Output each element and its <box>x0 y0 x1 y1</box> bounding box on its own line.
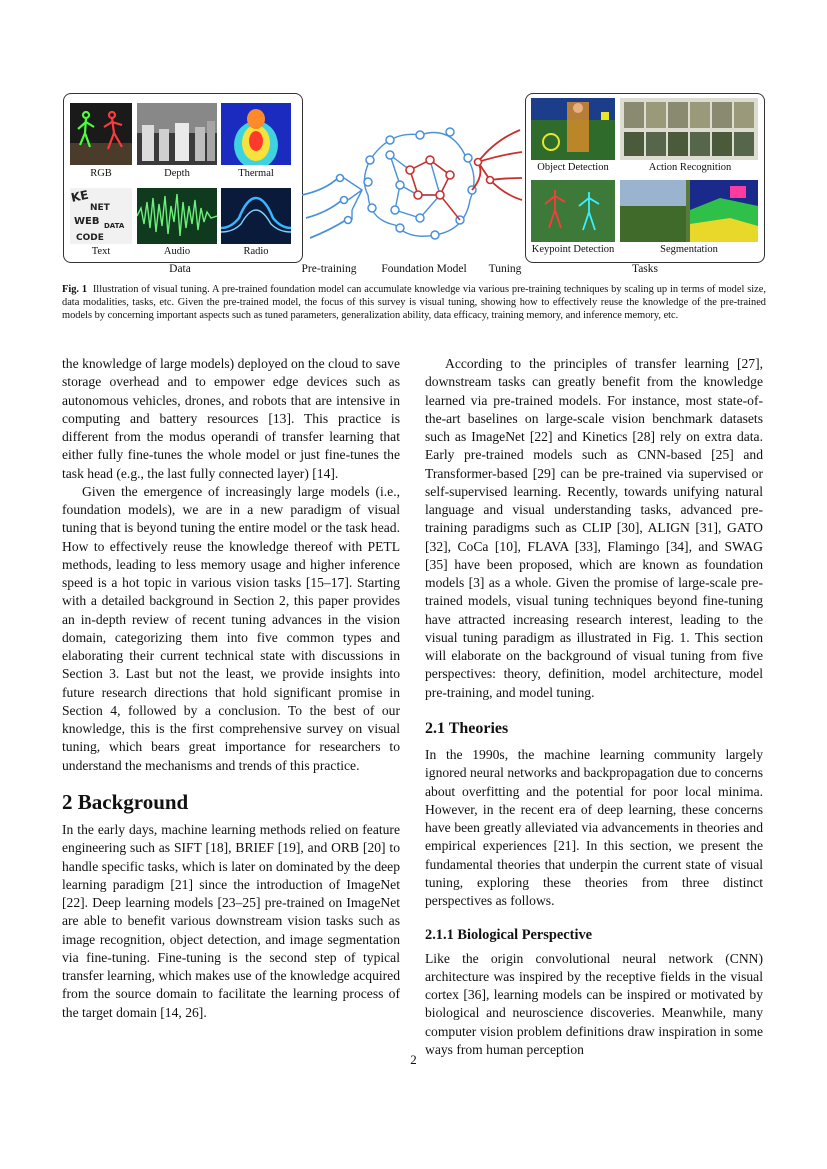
radio-label: Radio <box>243 246 269 257</box>
caption-label: Fig. 1 <box>62 284 88 295</box>
depth-image <box>137 103 217 165</box>
left-column <box>62 355 400 1022</box>
page-number: 2 <box>410 1052 417 1067</box>
pretraining-label: Pre-training <box>301 263 357 275</box>
segmentation-label: Segmentation <box>660 244 718 255</box>
object-detection-label: Object Detection <box>537 162 609 173</box>
tasks-title: Tasks <box>631 263 659 275</box>
foundation-model-diagram <box>300 100 525 270</box>
action-recognition-image <box>620 98 758 160</box>
svg-text:NET: NET <box>90 203 110 213</box>
right-paragraph-3: Like the origin convolutional neural network (CNN) architecture was inspired by the receptive fields in the visual cortex [36], learning models can be inspired or motivated by biological and neuroscience discoveries. Meanwhile, many computer vision problem definitions draw inspiration in some ways from human perception <box>425 950 763 1057</box>
right-column <box>425 355 763 1059</box>
action-recognition-label: Action Recognition <box>648 162 732 173</box>
svg-text:WEB: WEB <box>74 216 100 227</box>
figure-caption <box>62 283 766 322</box>
radio-image <box>221 188 291 244</box>
rgb-label: RGB <box>90 168 112 179</box>
segmentation-image <box>620 180 758 242</box>
left-paragraph-3: In the early days, machine learning methods relied on feature engineering such as SIFT [18], BRIEF [19], and ORB [20] to handle specific tasks, which is later on dominated by the deep learning paradigm [21] since the introduction of ImageNet [22]. Deep learning models [23–25] pre-trained on ImageNet are able to benefit various downstream vision tasks such as image recognition, object detection, and image segmentation via fine-tuning. Fine-tuning is the second step of typical transfer learning, which makes use of the knowledge acquired from the source domain to facilitate the learning process of the target domain [14, 26]. <box>62 822 400 1020</box>
depth-label: Depth <box>164 168 190 179</box>
subsubsection-heading-biological: 2.1.1 Biological Perspective <box>425 927 593 944</box>
tuning-label: Tuning <box>488 263 522 275</box>
audio-image <box>137 188 217 244</box>
right-paragraph-2: In the 1990s, the machine learning community largely ignored neural networks and backpropagation due to concerns about overfitting and the potential for poor local minima. However, in the recent era of deep learning, these concerns have been greatly alleviated via advancements in theories and empirical experiences [21]. In this section, we present the fundamental theories that underpin the current state of visual tuning, exploring these theories from three distinct perspectives as follows. <box>425 747 763 908</box>
audio-label: Audio <box>163 246 191 257</box>
text-label: Text <box>91 246 111 257</box>
keypoint-detection-label: Keypoint Detection <box>531 244 615 255</box>
left-paragraph-2: Given the emergence of increasingly large models (i.e., foundation models), we are in a new paradigm of visual tuning that is beyond tuning the entire model or the task head. How to effectively reuse the knowledge thereof with PETL methods, leading to less memory usage and higher inference speed is a hot topic in various vision tasks [15–17]. Starting with a detailed background in Section 2, this paper provides an in-depth review of recent tuning advances in the vision domain, categorizing them into five common types and elaborating their current technical state with discussions in Section 3. Last but not the least, we provide insights into future research directions that hold significant promise in Section 4, followed by a conclusion. To the best of our knowledge, this is the first comprehensive survey on visual tuning, which bears great importance for researchers to understand the mechanisms and trends of this practice. <box>62 483 400 773</box>
svg-text:KE: KE <box>70 188 90 205</box>
right-paragraph-1: According to the principles of transfer learning [27], downstream tasks can greatly benefit from the knowledge learned via pre-trained models. For instance, most state-of-the-art baselines on large-scale vision benchmark datasets such as ImageNet [22] and Kinetics [28] rely on extra data. Early pre-trained models such as CNN-based [25] and Transformer-based [29] can be pre-trained via supervised or self-supervised learning. Recently, towards unifying natural language and visual understanding tasks, advanced pre-training paradigms such as CLIP [30], ALIGN [31], GATO [32], CoCa [10], FLAVA [33], Flamingo [34], and SWAG [35] have been proposed, which are known as foundation models [3] as a whole. Given the promise of large-scale pre-trained models, visual tuning techniques beyond fine-tuning have attracted increasing research interest, leading to the visual tuning paradigm as illustrated in Fig. 1. This section will elaborate on the background of visual tuning from five perspectives: theory, definition, model architecture, model pre-training, and model tuning. <box>425 356 763 700</box>
thermal-label: Thermal <box>238 168 274 179</box>
svg-text:CODE: CODE <box>76 233 104 243</box>
section-heading-background: 2 Background <box>62 789 189 814</box>
object-detection-image <box>531 98 615 160</box>
left-paragraph-1: the knowledge of large models) deployed on the cloud to save storage overhead and to empower edge devices such as autonomous vehicles, drones, and robots that are intensive in computing and battery resources [13]. This practice is different from the modus operandi of transfer learning that either fully fine-tunes the whole model or just fine-tunes the task head (e.g., the last fully connected layer) [14]. <box>62 356 400 481</box>
data-title: Data <box>169 263 191 275</box>
svg-text:DATA: DATA <box>104 222 125 230</box>
keypoint-detection-image <box>531 180 615 242</box>
caption-text: Illustration of visual tuning. A pre-trained foundation model can accumulate knowledge via various pre-training techniques by scaling up in terms of model size, data modalities, tasks, etc. Given the pre-trained model, the focus of this survey is visual tuning, showing how to effectively reuse the knowledge of the pre-trained models by concerning important aspects such as tuned parameters, generalization ability, data efficacy, training memory, and inference memory, etc. <box>62 284 766 321</box>
text-image <box>70 188 132 244</box>
rgb-image <box>70 103 132 165</box>
subsection-heading-theories: 2.1 Theories <box>425 719 509 737</box>
thermal-image <box>221 103 291 165</box>
foundation-model-label: Foundation Model <box>381 263 467 275</box>
